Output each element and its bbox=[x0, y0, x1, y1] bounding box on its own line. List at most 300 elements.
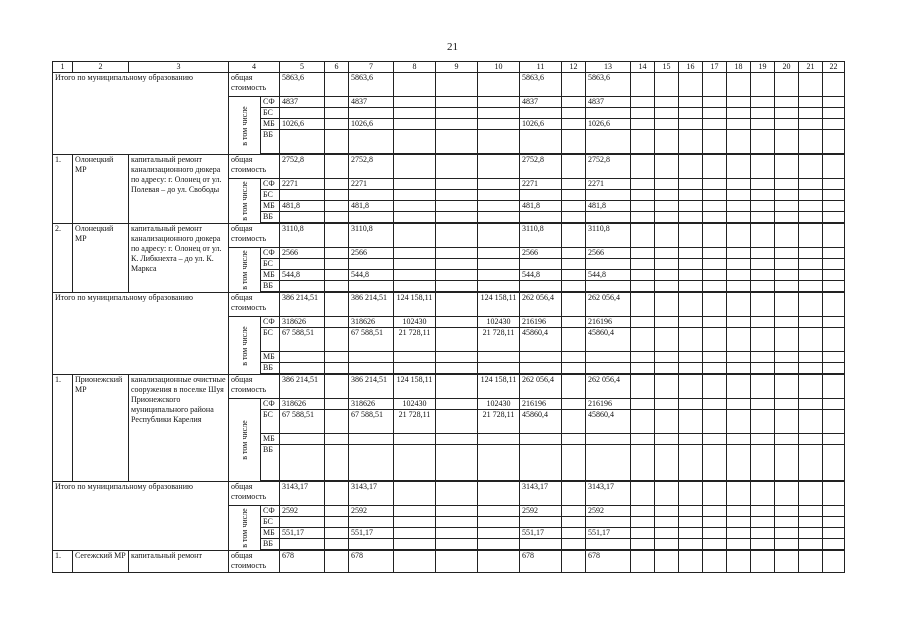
table-cell bbox=[775, 212, 799, 223]
table-cell bbox=[727, 506, 751, 517]
table-cell bbox=[562, 410, 586, 434]
value-cell: 124 158,11 bbox=[394, 375, 436, 399]
value-cell bbox=[520, 352, 562, 363]
table-cell bbox=[436, 130, 478, 154]
table-cell bbox=[655, 108, 679, 119]
value-cell bbox=[478, 551, 520, 573]
value-cell bbox=[478, 270, 520, 281]
table-cell bbox=[679, 201, 703, 212]
value-cell: 2271 bbox=[520, 179, 562, 190]
object-description: капитальный ремонт канализационного дюкера по адресу: г. Олонец от ул. К. Либкнехта – до ул. К. Маркса bbox=[129, 224, 229, 293]
table-cell bbox=[751, 119, 775, 130]
col-header: 17 bbox=[703, 62, 727, 73]
table-cell bbox=[751, 108, 775, 119]
table-cell bbox=[727, 224, 751, 248]
value-cell: 386 214,51 bbox=[280, 375, 325, 399]
table-cell bbox=[799, 259, 823, 270]
table-row bbox=[53, 293, 845, 317]
col-header: 22 bbox=[823, 62, 845, 73]
table-cell bbox=[823, 328, 845, 352]
table-cell bbox=[775, 399, 799, 410]
table-cell bbox=[775, 363, 799, 374]
mb-label: МБ bbox=[261, 352, 280, 363]
value-cell: 21 728,11 bbox=[394, 410, 436, 434]
table-cell bbox=[823, 363, 845, 374]
table-cell bbox=[325, 528, 349, 539]
table-cell bbox=[727, 482, 751, 506]
table-cell bbox=[562, 434, 586, 445]
table-cell bbox=[703, 212, 727, 223]
value-cell: 318626 bbox=[280, 317, 325, 328]
table-cell bbox=[679, 259, 703, 270]
table-cell bbox=[751, 317, 775, 328]
value-cell bbox=[520, 363, 562, 374]
table-row bbox=[53, 482, 845, 506]
table-cell bbox=[703, 363, 727, 374]
value-cell: 262 056,4 bbox=[520, 293, 562, 317]
value-cell: 262 056,4 bbox=[586, 293, 631, 317]
table-cell bbox=[562, 551, 586, 573]
table-cell bbox=[631, 445, 655, 481]
table-row bbox=[53, 375, 845, 399]
table-cell bbox=[325, 281, 349, 292]
district-name: Сегежский МР bbox=[73, 551, 129, 573]
table-cell bbox=[631, 352, 655, 363]
col-header: 19 bbox=[751, 62, 775, 73]
value-cell: 124 158,11 bbox=[478, 293, 520, 317]
table-cell bbox=[325, 224, 349, 248]
sf-label: СФ bbox=[261, 317, 280, 328]
value-cell: 1026,6 bbox=[586, 119, 631, 130]
value-cell bbox=[520, 539, 562, 550]
table-cell bbox=[631, 190, 655, 201]
table-cell bbox=[325, 328, 349, 352]
table-cell bbox=[751, 410, 775, 434]
table-cell bbox=[631, 119, 655, 130]
table-cell bbox=[679, 224, 703, 248]
value-cell bbox=[478, 248, 520, 259]
bs-label: БС bbox=[261, 190, 280, 201]
table-cell bbox=[727, 248, 751, 259]
table-cell bbox=[679, 270, 703, 281]
value-cell bbox=[280, 212, 325, 223]
value-cell: 1026,6 bbox=[520, 119, 562, 130]
col-header: 20 bbox=[775, 62, 799, 73]
table-cell bbox=[655, 259, 679, 270]
table-cell bbox=[679, 539, 703, 550]
bs-label: БС bbox=[261, 259, 280, 270]
incl-label: в том числе bbox=[239, 325, 249, 366]
table-cell bbox=[679, 399, 703, 410]
page-number: 21 bbox=[447, 41, 458, 53]
table-cell bbox=[655, 224, 679, 248]
table-cell bbox=[436, 410, 478, 434]
table-cell bbox=[631, 248, 655, 259]
value-cell bbox=[586, 352, 631, 363]
table-cell bbox=[727, 190, 751, 201]
row-number: 1. bbox=[53, 375, 73, 482]
table-cell bbox=[703, 224, 727, 248]
table-cell bbox=[436, 517, 478, 528]
table-cell bbox=[727, 410, 751, 434]
table-cell bbox=[775, 73, 799, 97]
table-cell bbox=[727, 445, 751, 481]
value-cell: 1026,6 bbox=[349, 119, 394, 130]
value-cell: 21 728,11 bbox=[478, 410, 520, 434]
table-cell bbox=[751, 539, 775, 550]
value-cell bbox=[349, 281, 394, 292]
table-cell bbox=[631, 130, 655, 154]
value-cell: 3110,8 bbox=[280, 224, 325, 248]
value-cell: 544,8 bbox=[586, 270, 631, 281]
table-cell bbox=[631, 539, 655, 550]
table-cell bbox=[325, 551, 349, 573]
table-cell bbox=[727, 528, 751, 539]
value-cell bbox=[394, 270, 436, 281]
total-cost-label: общая стоимость bbox=[229, 375, 280, 399]
table-cell bbox=[325, 248, 349, 259]
value-cell bbox=[394, 201, 436, 212]
col-header: 8 bbox=[394, 62, 436, 73]
incl-label: в том числе bbox=[239, 420, 249, 460]
value-cell bbox=[394, 224, 436, 248]
table-cell bbox=[703, 551, 727, 573]
table-cell bbox=[325, 119, 349, 130]
incl-cell bbox=[229, 399, 261, 482]
table-cell bbox=[751, 399, 775, 410]
value-cell bbox=[520, 434, 562, 445]
value-cell: 2752,8 bbox=[586, 155, 631, 179]
table-cell bbox=[727, 551, 751, 573]
value-cell: 1026,6 bbox=[280, 119, 325, 130]
table-cell bbox=[751, 224, 775, 248]
table-cell bbox=[436, 119, 478, 130]
incl-label: в том числе bbox=[239, 250, 249, 290]
table-cell bbox=[631, 399, 655, 410]
table-cell bbox=[775, 224, 799, 248]
table-cell bbox=[436, 212, 478, 223]
table-cell bbox=[823, 73, 845, 97]
value-cell: 678 bbox=[349, 551, 394, 573]
value-cell: 544,8 bbox=[349, 270, 394, 281]
value-cell: 5863,6 bbox=[280, 73, 325, 97]
value-cell bbox=[394, 73, 436, 97]
value-cell: 481,8 bbox=[586, 201, 631, 212]
table-cell bbox=[703, 293, 727, 317]
table-cell bbox=[823, 224, 845, 248]
table-cell bbox=[631, 281, 655, 292]
table-cell bbox=[823, 528, 845, 539]
table-row bbox=[53, 155, 845, 179]
table-cell bbox=[631, 551, 655, 573]
table-cell bbox=[325, 445, 349, 481]
table-cell bbox=[751, 212, 775, 223]
value-cell bbox=[478, 517, 520, 528]
table-cell bbox=[655, 399, 679, 410]
table-cell bbox=[799, 293, 823, 317]
table-cell bbox=[751, 528, 775, 539]
value-cell bbox=[586, 517, 631, 528]
table-cell bbox=[775, 201, 799, 212]
table-cell bbox=[703, 130, 727, 154]
table-row bbox=[53, 224, 845, 248]
col-header: 21 bbox=[799, 62, 823, 73]
table-cell bbox=[562, 248, 586, 259]
table-cell bbox=[679, 482, 703, 506]
value-cell: 4837 bbox=[280, 97, 325, 108]
table-cell bbox=[727, 517, 751, 528]
table-cell bbox=[799, 363, 823, 374]
value-cell: 2592 bbox=[280, 506, 325, 517]
value-cell bbox=[478, 190, 520, 201]
table-cell bbox=[727, 434, 751, 445]
table-cell bbox=[775, 155, 799, 179]
table-cell bbox=[751, 506, 775, 517]
table-cell bbox=[655, 248, 679, 259]
value-cell: 678 bbox=[520, 551, 562, 573]
table-cell bbox=[775, 375, 799, 399]
table-cell bbox=[562, 293, 586, 317]
table-cell bbox=[751, 190, 775, 201]
table-cell bbox=[562, 130, 586, 154]
table-cell bbox=[679, 248, 703, 259]
table-cell bbox=[655, 73, 679, 97]
table-cell bbox=[775, 551, 799, 573]
value-cell: 124 158,11 bbox=[394, 293, 436, 317]
value-cell bbox=[394, 259, 436, 270]
table-cell bbox=[823, 517, 845, 528]
table-cell bbox=[727, 352, 751, 363]
table-cell bbox=[823, 190, 845, 201]
table-cell bbox=[325, 190, 349, 201]
table-cell bbox=[751, 363, 775, 374]
table-cell bbox=[703, 317, 727, 328]
table-cell bbox=[655, 293, 679, 317]
table-cell bbox=[679, 212, 703, 223]
table-cell bbox=[436, 270, 478, 281]
mb-label: МБ bbox=[261, 528, 280, 539]
value-cell bbox=[394, 363, 436, 374]
value-cell bbox=[520, 212, 562, 223]
value-cell bbox=[478, 212, 520, 223]
table-cell bbox=[655, 551, 679, 573]
value-cell bbox=[586, 539, 631, 550]
table-cell bbox=[562, 108, 586, 119]
table-cell bbox=[823, 352, 845, 363]
col-header: 1 bbox=[53, 62, 73, 73]
value-cell bbox=[280, 445, 325, 481]
value-cell: 102430 bbox=[394, 317, 436, 328]
table-cell bbox=[631, 179, 655, 190]
col-header: 14 bbox=[631, 62, 655, 73]
table-cell bbox=[703, 119, 727, 130]
table-cell bbox=[775, 352, 799, 363]
table-cell bbox=[655, 506, 679, 517]
value-cell bbox=[349, 259, 394, 270]
table-cell bbox=[751, 551, 775, 573]
table-cell bbox=[325, 517, 349, 528]
table-cell bbox=[799, 410, 823, 434]
value-cell bbox=[394, 179, 436, 190]
table-cell bbox=[325, 506, 349, 517]
table-cell bbox=[799, 506, 823, 517]
vb-label: ВБ bbox=[261, 539, 280, 550]
col-header: 18 bbox=[727, 62, 751, 73]
value-cell bbox=[349, 445, 394, 481]
col-header: 7 bbox=[349, 62, 394, 73]
value-cell: 45860,4 bbox=[586, 410, 631, 434]
table-cell bbox=[655, 212, 679, 223]
value-cell bbox=[394, 445, 436, 481]
table-cell bbox=[823, 108, 845, 119]
col-header: 11 bbox=[520, 62, 562, 73]
value-cell bbox=[586, 281, 631, 292]
table-cell bbox=[751, 352, 775, 363]
table-cell bbox=[631, 259, 655, 270]
table-cell bbox=[436, 97, 478, 108]
table-cell bbox=[775, 506, 799, 517]
table-cell bbox=[775, 410, 799, 434]
value-cell: 481,8 bbox=[280, 201, 325, 212]
table-cell bbox=[562, 352, 586, 363]
table-cell bbox=[631, 363, 655, 374]
table-cell bbox=[436, 73, 478, 97]
table-cell bbox=[727, 317, 751, 328]
value-cell: 102430 bbox=[394, 399, 436, 410]
value-cell: 551,17 bbox=[280, 528, 325, 539]
table-cell bbox=[325, 259, 349, 270]
incl-cell bbox=[229, 248, 261, 293]
table-cell bbox=[679, 155, 703, 179]
table-cell bbox=[799, 155, 823, 179]
value-cell: 2592 bbox=[520, 506, 562, 517]
table-cell bbox=[703, 399, 727, 410]
value-cell bbox=[349, 517, 394, 528]
table-cell bbox=[679, 190, 703, 201]
value-cell bbox=[394, 119, 436, 130]
incl-label: в том числе bbox=[239, 508, 249, 548]
total-cost-label: общая стоимость bbox=[229, 551, 280, 573]
table-cell bbox=[703, 270, 727, 281]
table-cell bbox=[727, 375, 751, 399]
table-cell bbox=[823, 293, 845, 317]
table-cell bbox=[799, 130, 823, 154]
table-cell bbox=[775, 482, 799, 506]
value-cell bbox=[394, 108, 436, 119]
table-cell bbox=[823, 259, 845, 270]
table-cell bbox=[727, 130, 751, 154]
table-cell bbox=[703, 445, 727, 481]
table-cell bbox=[799, 551, 823, 573]
table-cell bbox=[727, 259, 751, 270]
col-header: 12 bbox=[562, 62, 586, 73]
object-description: канализационные очистные сооружения в поселке Шуя Прионежского муниципального района Республики Карелия bbox=[129, 375, 229, 482]
table-cell bbox=[751, 482, 775, 506]
table-cell bbox=[775, 130, 799, 154]
value-cell: 2752,8 bbox=[349, 155, 394, 179]
value-cell: 544,8 bbox=[280, 270, 325, 281]
row-number: 1. bbox=[53, 155, 73, 224]
table-cell bbox=[799, 73, 823, 97]
value-cell: 2271 bbox=[349, 179, 394, 190]
value-cell bbox=[394, 539, 436, 550]
table-cell bbox=[679, 130, 703, 154]
table-cell bbox=[562, 445, 586, 481]
value-cell: 318626 bbox=[349, 317, 394, 328]
table-cell bbox=[679, 293, 703, 317]
table-cell bbox=[562, 179, 586, 190]
value-cell: 216196 bbox=[520, 399, 562, 410]
table-cell bbox=[799, 445, 823, 481]
value-cell bbox=[520, 130, 562, 154]
value-cell bbox=[349, 108, 394, 119]
table-cell bbox=[751, 434, 775, 445]
table-cell bbox=[562, 317, 586, 328]
table-cell bbox=[775, 190, 799, 201]
table-cell bbox=[775, 528, 799, 539]
table-cell bbox=[823, 212, 845, 223]
table-cell bbox=[436, 317, 478, 328]
value-cell: 124 158,11 bbox=[478, 375, 520, 399]
table-cell bbox=[655, 434, 679, 445]
value-cell: 45860,4 bbox=[520, 328, 562, 352]
table-cell bbox=[436, 248, 478, 259]
value-cell bbox=[349, 434, 394, 445]
bs-label: БС bbox=[261, 410, 280, 434]
value-cell bbox=[478, 179, 520, 190]
table-cell bbox=[562, 212, 586, 223]
table-cell bbox=[799, 179, 823, 190]
table-cell bbox=[775, 179, 799, 190]
table-cell bbox=[655, 539, 679, 550]
value-cell: 544,8 bbox=[520, 270, 562, 281]
table-cell bbox=[562, 201, 586, 212]
table-cell bbox=[436, 259, 478, 270]
table-cell bbox=[703, 539, 727, 550]
total-label: Итого по муниципальному образованию bbox=[53, 73, 229, 155]
table-cell bbox=[325, 97, 349, 108]
table-cell bbox=[727, 179, 751, 190]
value-cell bbox=[394, 281, 436, 292]
total-cost-label: общая стоимость bbox=[229, 482, 280, 506]
object-description: капитальный ремонт bbox=[129, 551, 229, 573]
value-cell: 67 588,51 bbox=[280, 328, 325, 352]
value-cell bbox=[478, 434, 520, 445]
table-cell bbox=[799, 119, 823, 130]
value-cell bbox=[478, 445, 520, 481]
table-cell bbox=[325, 363, 349, 374]
table-cell bbox=[775, 281, 799, 292]
table-cell bbox=[703, 190, 727, 201]
table-cell bbox=[325, 434, 349, 445]
table-cell bbox=[751, 97, 775, 108]
table-cell bbox=[325, 399, 349, 410]
value-cell bbox=[478, 119, 520, 130]
table-cell bbox=[655, 375, 679, 399]
table-cell bbox=[631, 528, 655, 539]
table-cell bbox=[799, 375, 823, 399]
col-header: 2 bbox=[73, 62, 129, 73]
table-cell bbox=[703, 73, 727, 97]
table-cell bbox=[436, 434, 478, 445]
sf-label: СФ bbox=[261, 97, 280, 108]
table-cell bbox=[703, 517, 727, 528]
table-cell bbox=[775, 434, 799, 445]
table-cell bbox=[562, 482, 586, 506]
table-cell bbox=[751, 293, 775, 317]
value-cell bbox=[280, 259, 325, 270]
value-cell bbox=[280, 517, 325, 528]
